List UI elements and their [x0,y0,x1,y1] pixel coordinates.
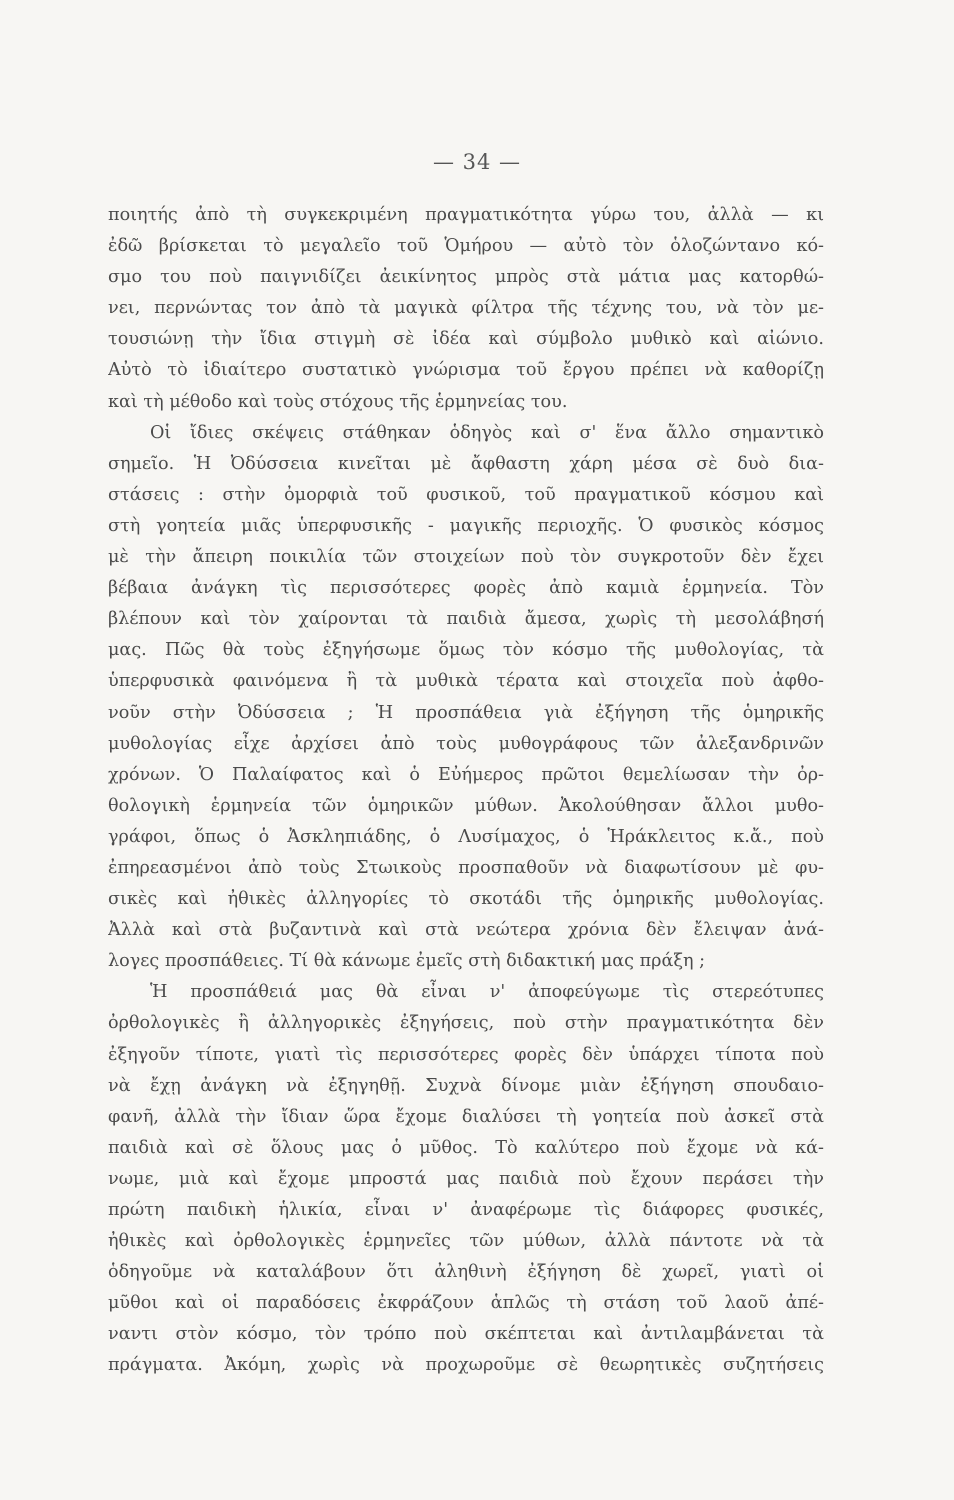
text-line: στάσεις : στὴν ὀμορφιὰ τοῦ φυσικοῦ, τοῦ πραγματικοῦ κόσμου καὶ [108,484,824,505]
text-line: Οἱ ἴδιες σκέψεις στάθηκαν ὁδηγὸς καὶ σ' ἕνα ἄλλο σημαντικὸ [150,422,824,443]
text-line: τουσιώνῃ τὴν ἴδια στιγμὴ σὲ ἰδέα καὶ σύμβολο μυθικὸ καὶ αἰώνιο. [108,329,824,350]
body-text [108,200,824,1382]
text-line: παιδιὰ καὶ σὲ ὅλους μας ὁ μῦθος. Τὸ καλύτερο ποὺ ἔχομε νὰ κά- [108,1137,824,1158]
text-line: ποιητής ἀπὸ τὴ συγκεκριμένη πραγματικότητα γύρω του, ἀλλὰ — κι [108,205,824,225]
text-line: ναντι στὸν κόσμο, τὸν τρόπο ποὺ σκέπτεται καὶ ἀντιλαμβάνεται τὰ [108,1324,824,1345]
text-line: μυθολογίας εἶχε ἀρχίσει ἀπὸ τοὺς μυθογράφους τῶν ἀλεξανδρινῶν [108,733,824,754]
text-line: μας. Πῶς θὰ τοὺς ἐξηγήσωμε ὅμως τὸν κόσμο τῆς μυθολογίας, τὰ [108,640,824,661]
text-line: βέβαια ἀνάγκη τὶς περισσότερες φορὲς ἀπὸ καμιὰ ἑρμηνεία. Τὸν [108,578,824,599]
text-line: μῦθοι καὶ οἱ παραδόσεις ἐκφράζουν ἁπλῶς τὴ στάση τοῦ λαοῦ ἀπέ- [108,1293,824,1314]
text-line: νοῦν στὴν Ὀδύσσεια ; Ἡ προσπάθεια γιὰ ἐξήγηση τῆς ὁμηρικῆς [108,702,824,723]
text-line: ἐξηγοῦν τίποτε, γιατὶ τὶς περισσότερες φορὲς δὲν ὑπάρχει τίποτα ποὺ [108,1044,824,1065]
text-line: σημεῖο. Ἡ Ὀδύσσεια κινεῖται μὲ ἄφθαστη χάρη μέσα σὲ δυὸ δια- [108,453,824,474]
text-line: νει, περνώντας τον ἀπὸ τὰ μαγικὰ φίλτρα τῆς τέχνης του, νὰ τὸν με- [108,298,824,319]
text-line: Αὐτὸ τὸ ἰδιαίτερο συστατικὸ γνώρισμα τοῦ ἔργου πρέπει νὰ καθορίζῃ [108,360,824,381]
text-line: μὲ τὴν ἄπειρη ποικιλία τῶν στοιχείων ποὺ τὸν συγκροτοῦν δὲν ἔχει [108,547,824,568]
text-line: καὶ τὴ μέθοδο καὶ τοὺς στόχους τῆς ἑρμηνείας του. [108,391,568,412]
text-line: θολογικὴ ἑρμηνεία τῶν ὁμηρικῶν μύθων. Ἀκολούθησαν ἄλλοι μυθο- [108,795,824,816]
text-line: λογες προσπάθειες. Τί θὰ κάνωμε ἐμεῖς στὴ διδακτική μας πράξη ; [108,951,706,972]
page-number: — 34 — [432,150,522,174]
text-line: ἐπηρεασμένοι ἀπὸ τοὺς Στωικοὺς προσπαθοῦν νὰ διαφωτίσουν μὲ φυ- [108,857,824,878]
text-line: ὀρθολογικὲς ἢ ἀλληγορικὲς ἐξηγήσεις, ποὺ στὴν πραγματικότητα δὲν [108,1013,824,1034]
text-line: νωμε, μιὰ καὶ ἔχομε μπροστά μας παιδιὰ ποὺ ἔχουν περάσει τὴν [108,1168,824,1189]
text-line: πρώτη παιδικὴ ἡλικία, εἶναι ν' ἀναφέρωμε τὶς διάφορες φυσικές, [108,1200,824,1220]
text-line: σμο του ποὺ παιγνιδίζει ἀεικίνητος μπρὸς στὰ μάτια μας κατορθώ- [108,267,824,288]
text-line: φανῆ, ἀλλὰ τὴν ἴδιαν ὥρα ἔχομε διαλύσει τὴ γοητεία ποὺ ἀσκεῖ στὰ [108,1106,824,1127]
text-line: ὁδηγοῦμε νὰ καταλάβουν ὅτι ἀληθινὴ ἐξήγηση δὲ χωρεῖ, γιατὶ οἱ [108,1262,824,1283]
text-line: Ἀλλὰ καὶ στὰ βυζαντινὰ καὶ στὰ νεώτερα χρόνια δὲν ἔλειψαν ἀνά- [108,920,824,941]
text-line: ὑπερφυσικὰ φαινόμενα ἢ τὰ μυθικὰ τέρατα καὶ στοιχεῖα ποὺ ἀφθο- [108,671,824,692]
text-line: χρόνων. Ὁ Παλαίφατος καὶ ὁ Εὐήμερος πρῶτοι θεμελίωσαν τὴν ὀρ- [108,764,824,785]
text-line: πράγματα. Ἀκόμη, χωρὶς νὰ προχωροῦμε σὲ θεωρητικὲς συζητήσεις [108,1355,824,1376]
text-line: σικὲς καὶ ἠθικὲς ἀλληγορίες τὸ σκοτάδι τῆς ὁμηρικῆς μυθολογίας. [108,889,824,910]
text-line: ἐδῶ βρίσκεται τὸ μεγαλεῖο τοῦ Ὁμήρου — αὐτὸ τὸν ὁλοζώντανο κό- [108,236,824,257]
text-line: ἠθικὲς καὶ ὀρθολογικὲς ἑρμηνεῖες τῶν μύθων, ἀλλὰ πάντοτε νὰ τὰ [108,1231,824,1252]
text-line: Ἡ προσπάθειά μας θὰ εἶναι ν' ἀποφεύγωμε τὶς στερεότυπες [150,982,824,1003]
text-line: νὰ ἔχῃ ἀνάγκη νὰ ἐξηγηθῇ. Συχνὰ δίνομε μιὰν ἐξήγηση σπουδαιο- [108,1075,824,1096]
text-line: στὴ γοητεία μιᾶς ὑπερφυσικῆς - μαγικῆς περιοχῆς. Ὁ φυσικὸς κόσμος [108,515,824,536]
text-line: γράφοι, ὅπως ὁ Ἀσκληπιάδης, ὁ Λυσίμαχος, ὁ Ἡράκλειτος κ.ἄ., ποὺ [108,826,824,847]
text-line: βλέπουν καὶ τὸν χαίρονται τὰ παιδιὰ ἄμεσα, χωρὶς τὴ μεσολάβησή [108,609,824,630]
